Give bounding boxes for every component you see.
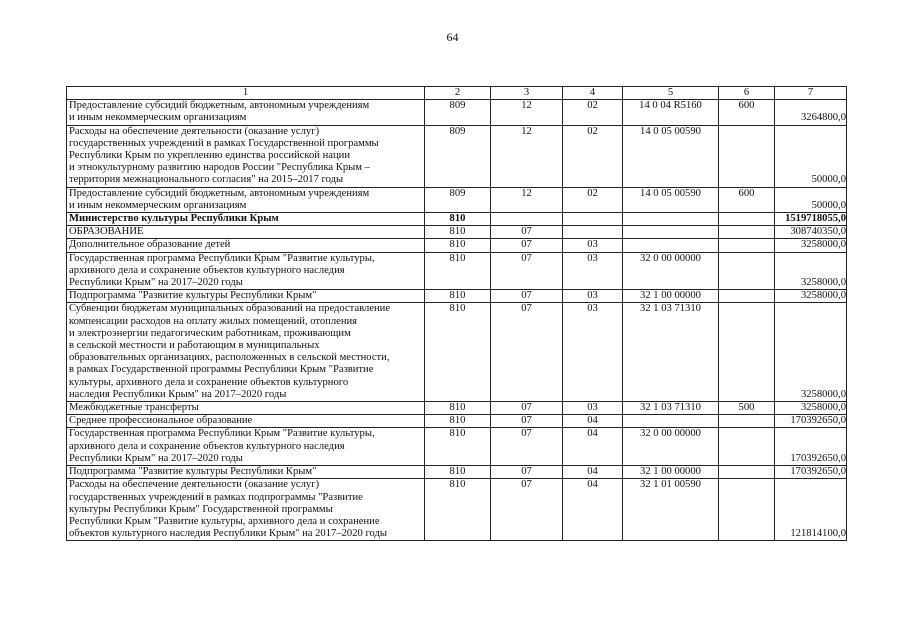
row-target-article [623,213,719,226]
row-subsection-code: 04 [563,479,623,541]
row-amount: 121814100,0 [775,479,847,541]
header-cell: 2 [425,87,491,100]
row-description: Подпрограмма "Развитие культуры Республики Крым" [67,466,425,479]
row-ministry-code: 810 [425,466,491,479]
row-amount: 3264800,0 [775,100,847,125]
row-subsection-code: 04 [563,428,623,466]
table-row [67,125,847,187]
row-subsection-code: 03 [563,303,623,402]
row-subsection-code: 02 [563,187,623,212]
row-amount: 3258000,0 [775,290,847,303]
row-description: Министерство культуры Республики Крым [67,213,425,226]
table-row [67,402,847,415]
row-section-code: 12 [491,100,563,125]
row-section-code [491,213,563,226]
row-target-article [623,415,719,428]
row-ministry-code: 810 [425,303,491,402]
row-amount: 3258000,0 [775,252,847,290]
row-expense-type [719,290,775,303]
row-expense-type [719,428,775,466]
table-row [67,479,847,541]
row-subsection-code: 02 [563,100,623,125]
table-row [67,466,847,479]
table-row [67,239,847,252]
row-ministry-code: 809 [425,125,491,187]
row-description: Государственная программа Республики Крым "Развитие культуры, архивного дела и сохранение объектов культурного наследия Республики Крым" на 2017–2020 годы [67,252,425,290]
row-ministry-code: 810 [425,415,491,428]
row-subsection-code: 03 [563,252,623,290]
row-section-code: 07 [491,226,563,239]
row-ministry-code: 810 [425,239,491,252]
row-description: Предоставление субсидий бюджетным, автономным учреждениям и иным некоммерческим организациям [67,187,425,212]
table-row [67,415,847,428]
row-subsection-code [563,226,623,239]
row-expense-type [719,415,775,428]
row-description: Государственная программа Республики Крым "Развитие культуры, архивного дела и сохранение объектов культурного наследия Республики Крым" на 2017–2020 годы [67,428,425,466]
table-row [67,252,847,290]
row-expense-type [719,303,775,402]
row-amount: 1519718055,0 [775,213,847,226]
row-ministry-code: 810 [425,290,491,303]
table-row [67,213,847,226]
row-subsection-code: 04 [563,415,623,428]
row-subsection-code: 04 [563,466,623,479]
row-section-code: 07 [491,303,563,402]
row-amount: 3258000,0 [775,303,847,402]
page-number: 64 [446,30,459,44]
row-description: Предоставление субсидий бюджетным, автономным учреждениям и иным некоммерческим организациям [67,100,425,125]
row-amount: 3258000,0 [775,239,847,252]
row-target-article: 32 1 01 00590 [623,479,719,541]
row-target-article: 32 0 00 00000 [623,428,719,466]
table-row [67,428,847,466]
row-amount: 308740350,0 [775,226,847,239]
row-amount: 50000,0 [775,187,847,212]
row-expense-type: 600 [719,187,775,212]
row-ministry-code: 809 [425,187,491,212]
row-target-article: 32 1 00 00000 [623,466,719,479]
row-section-code: 07 [491,428,563,466]
row-description: Дополнительное образование детей [67,239,425,252]
row-description: ОБРАЗОВАНИЕ [67,226,425,239]
row-target-article: 14 0 05 00590 [623,125,719,187]
row-section-code: 07 [491,479,563,541]
row-amount: 170392650,0 [775,415,847,428]
row-description: Среднее профессиональное образование [67,415,425,428]
row-target-article: 14 0 04 R5160 [623,100,719,125]
row-description: Подпрограмма "Развитие культуры Республики Крым" [67,290,425,303]
row-subsection-code: 03 [563,402,623,415]
row-expense-type [719,239,775,252]
row-description: Расходы на обеспечение деятельности (оказание услуг) государственных учреждений в рамках подпрограммы "Развитие культуры Республики Крым" Государственной программы Республики Крым "Развитие культуры, архивного дела и сохранение объектов культурного наследия Республики Крым" на 2017–2020 годы [67,479,425,541]
row-target-article: 14 0 05 00590 [623,187,719,212]
row-expense-type: 600 [719,100,775,125]
row-subsection-code [563,213,623,226]
row-section-code: 07 [491,402,563,415]
row-ministry-code: 809 [425,100,491,125]
table-row [67,290,847,303]
row-ministry-code: 810 [425,226,491,239]
row-expense-type [719,479,775,541]
row-description: Расходы на обеспечение деятельности (оказание услуг) государственных учреждений в рамках Государственной программы Республики Крым по укреплению единства российской нации и этнокультурному развитию народов России "Республика Крым – территория межнационального согласия" на 2015–2017 годы [67,125,425,187]
budget-table [66,86,847,541]
row-target-article: 32 0 00 00000 [623,252,719,290]
table-row [67,303,847,402]
row-section-code: 12 [491,187,563,212]
row-section-code: 07 [491,466,563,479]
header-cell: 5 [623,87,719,100]
row-amount: 50000,0 [775,125,847,187]
header-cell: 7 [775,87,847,100]
row-section-code: 07 [491,415,563,428]
row-description: Субвенции бюджетам муниципальных образований на предоставление компенсации расходов на оплату жилых помещений, отопления и электроэнергии педагогическим работникам, проживающим в сельской местности и работающим в муниципальных образовательных организациях, расположенных в сельской местности, в рамках Государственной программы Республики Крым "Развитие культуры, архивного дела и сохранение объектов культурного наследия Республики Крым" на 2017–2020 годы [67,303,425,402]
header-cell: 4 [563,87,623,100]
row-subsection-code: 02 [563,125,623,187]
row-ministry-code: 810 [425,402,491,415]
row-amount: 3258000,0 [775,402,847,415]
header-cell: 3 [491,87,563,100]
row-subsection-code: 03 [563,290,623,303]
row-target-article [623,226,719,239]
row-target-article [623,239,719,252]
table-row [67,226,847,239]
table-row [67,187,847,212]
row-expense-type [719,466,775,479]
row-ministry-code: 810 [425,213,491,226]
row-section-code: 07 [491,252,563,290]
row-expense-type [719,125,775,187]
row-amount: 170392650,0 [775,428,847,466]
header-cell: 1 [67,87,425,100]
row-section-code: 07 [491,239,563,252]
row-target-article: 32 1 03 71310 [623,402,719,415]
row-expense-type: 500 [719,402,775,415]
row-description: Межбюджетные трансферты [67,402,425,415]
row-expense-type [719,213,775,226]
row-expense-type [719,252,775,290]
header-cell: 6 [719,87,775,100]
table-header-row [67,87,847,100]
row-ministry-code: 810 [425,428,491,466]
row-ministry-code: 810 [425,252,491,290]
table-row [67,100,847,125]
row-section-code: 07 [491,290,563,303]
row-ministry-code: 810 [425,479,491,541]
row-expense-type [719,226,775,239]
row-target-article: 32 1 00 00000 [623,290,719,303]
row-target-article: 32 1 03 71310 [623,303,719,402]
row-amount: 170392650,0 [775,466,847,479]
row-subsection-code: 03 [563,239,623,252]
row-section-code: 12 [491,125,563,187]
